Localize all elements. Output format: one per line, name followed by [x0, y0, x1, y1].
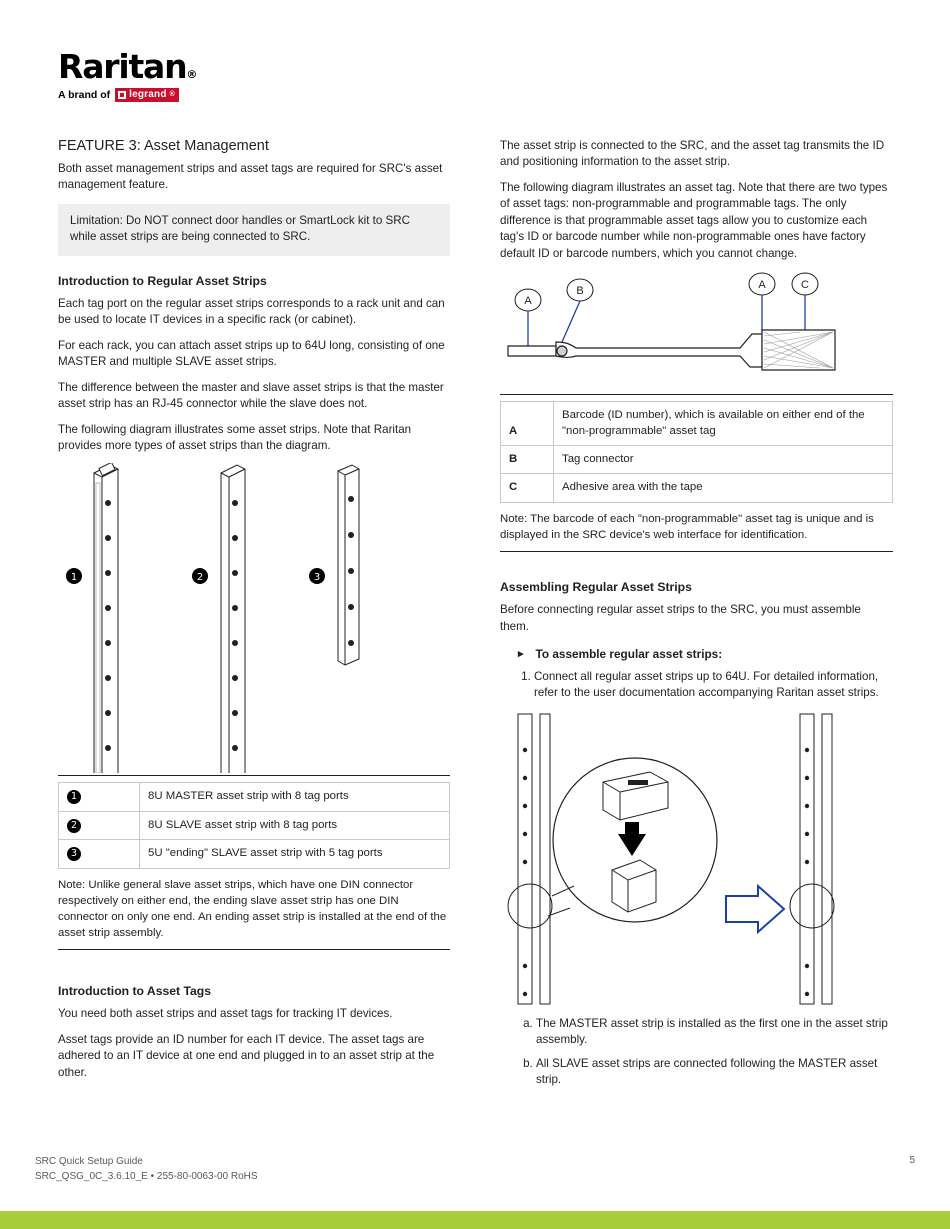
svg-text:C: C	[801, 279, 809, 292]
procedure-heading	[518, 647, 893, 661]
logo-tagline-text: A brand of	[58, 89, 111, 101]
right-column	[500, 138, 893, 1096]
legrand-text: legrand	[129, 89, 167, 100]
footer-doc-code: SRC_QSG_0C_3.6.10_E • 255-80-0063-00 RoHS	[35, 1170, 258, 1182]
left-paragraph-4: The following diagram illustrates some asset strips. Note that Raritan provides more types of asset strips than the diagram.	[58, 422, 412, 452]
table-row	[501, 402, 893, 446]
right-paragraph-1: The asset strip is connected to the SRC, and the asset tag transmits the ID and positioning information to the asset strip.	[500, 139, 885, 169]
right-paragraph-3: Before connecting regular asset strips to the SRC, you must assemble them.	[500, 603, 861, 633]
number-3-icon: 3	[67, 847, 81, 861]
left-intro-paragraph: Both asset management strips and asset tags are required for SRC's asset management feature.	[58, 162, 443, 192]
page-footer	[35, 1155, 915, 1184]
footer-text-block	[35, 1155, 258, 1184]
left-column	[58, 138, 450, 1090]
svg-text:3: 3	[313, 572, 321, 584]
logo-tagline	[58, 88, 288, 102]
table-row	[59, 840, 450, 868]
number-1-icon: 1	[67, 790, 81, 804]
number-2-icon: 2	[67, 819, 81, 833]
left-legend-bottom-rule	[58, 949, 450, 950]
triangle-right-icon: ▸	[518, 648, 524, 661]
procedure-substeps	[518, 1016, 893, 1089]
legrand-registered-mark: ®	[169, 91, 175, 98]
left-paragraph-2: For each rack, you can attach asset strips up to 64U long, consisting of one MASTER and multiple SLAVE asset strips.	[58, 338, 445, 369]
footer-accent-bar	[0, 1211, 950, 1229]
logo-registered-mark: ®	[186, 68, 198, 81]
legend-value-2: 8U SLAVE asset strip with 8 tag ports	[140, 811, 450, 839]
list-item: a. The MASTER asset strip is installed as the first one in the asset strip assembly.	[536, 1016, 893, 1049]
assembly-diagram	[500, 710, 893, 1008]
svg-text:A: A	[758, 279, 766, 292]
asset-tag-svg	[500, 272, 893, 392]
legend-key-3	[59, 840, 140, 868]
right-legend-top-rule	[500, 394, 893, 395]
asset-strips-diagram	[58, 463, 450, 773]
legend-value-a: Barcode (ID number), which is available on either end of the "non-programmable" asset tag	[554, 402, 893, 446]
footer-guide-title: SRC Quick Setup Guide	[35, 1156, 143, 1167]
svg-text:2: 2	[196, 572, 204, 584]
heading-assembling-regular-asset-strips: Assembling Regular Asset Strips	[500, 580, 692, 595]
assembly-svg	[500, 710, 893, 1008]
left-paragraph-5: You need both asset strips and asset tags for tracking IT devices.	[58, 1007, 393, 1021]
left-paragraph-3: The difference between the master and slave asset strips is that the master asset strip has an RJ-45 connector while the slave does not.	[58, 380, 444, 411]
table-row	[59, 811, 450, 839]
svg-text:A: A	[524, 295, 532, 308]
asset-tag-legend-table	[500, 401, 893, 503]
legend-value-c: Adhesive area with the tape	[554, 474, 893, 502]
procedure-title: To assemble regular asset strips:	[535, 647, 723, 662]
table-row	[59, 783, 450, 811]
list-item: b. All SLAVE asset strips are connected following the MASTER asset strip.	[536, 1056, 893, 1089]
legrand-square-icon	[118, 91, 126, 99]
legend-key-b: B	[501, 445, 554, 473]
legend-key-c: C	[501, 474, 554, 502]
heading-intro-asset-tags: Introduction to Asset Tags	[58, 984, 212, 999]
raritan-logo	[58, 47, 288, 102]
logo-brand-text: Raritan	[58, 47, 187, 86]
legend-value-3: 5U "ending" SLAVE asset strip with 5 tag ports	[140, 840, 450, 868]
asset-strips-svg	[58, 463, 450, 773]
legend-value-b: Tag connector	[554, 445, 893, 473]
page-title: FEATURE 3: Asset Management	[58, 138, 269, 154]
heading-intro-regular-asset-strips: Introduction to Regular Asset Strips	[58, 273, 267, 288]
legend-key-a: A	[501, 402, 554, 446]
legend-value-1: 8U MASTER asset strip with 8 tag ports	[140, 783, 450, 811]
asset-strip-legend-table	[58, 782, 450, 868]
svg-text:B: B	[576, 285, 584, 298]
table-row	[501, 445, 893, 473]
svg-text:1: 1	[70, 572, 78, 584]
page-number: 5	[909, 1155, 915, 1166]
right-legend-bottom-rule	[500, 551, 893, 552]
limitation-note: Limitation: Do NOT connect door handles or SmartLock kit to SRC while asset strips are being connected to SRC.	[58, 204, 450, 256]
list-item: 1. Connect all regular asset strips up to 64U. For detailed information, refer to the user documentation accompanying Raritan asset strips.	[534, 669, 893, 702]
asset-tag-diagram	[500, 272, 893, 392]
right-paragraph-2: The following diagram illustrates an asset tag. Note that there are two types of asset tags: non-programmable and programmable tags. The only difference is that programmable asset tags allow you to customize each tag's ID or barcode number while non-programmable ones have factory default ID or barcode numbers, which you cannot change.	[500, 180, 888, 260]
legend-key-1	[59, 783, 140, 811]
right-legend-note: Note: The barcode of each "non-programmable" asset tag is unique and is displayed in the SRC device's web interface for identification.	[500, 512, 874, 541]
legrand-badge	[115, 88, 179, 102]
procedure-steps	[518, 669, 893, 702]
left-paragraph-1: Each tag port on the regular asset strips corresponds to a rack unit and can be used to locate IT devices in a specific rack (or cabinet).	[58, 296, 445, 327]
left-paragraph-6: Asset tags provide an ID number for each IT device. The asset tags are adhered to an IT device at one end and plugged in to an asset strip at the other.	[58, 1032, 435, 1079]
table-row	[501, 474, 893, 502]
logo-wordmark	[58, 47, 288, 86]
legend-key-2	[59, 811, 140, 839]
left-legend-top-rule	[58, 775, 450, 776]
left-legend-note: Note: Unlike general slave asset strips, which have one DIN connector respectively on either end, the ending slave asset strip has one DIN connector on only one end. An ending asset strip is installed at the end of the asset strip assembly.	[58, 878, 447, 940]
